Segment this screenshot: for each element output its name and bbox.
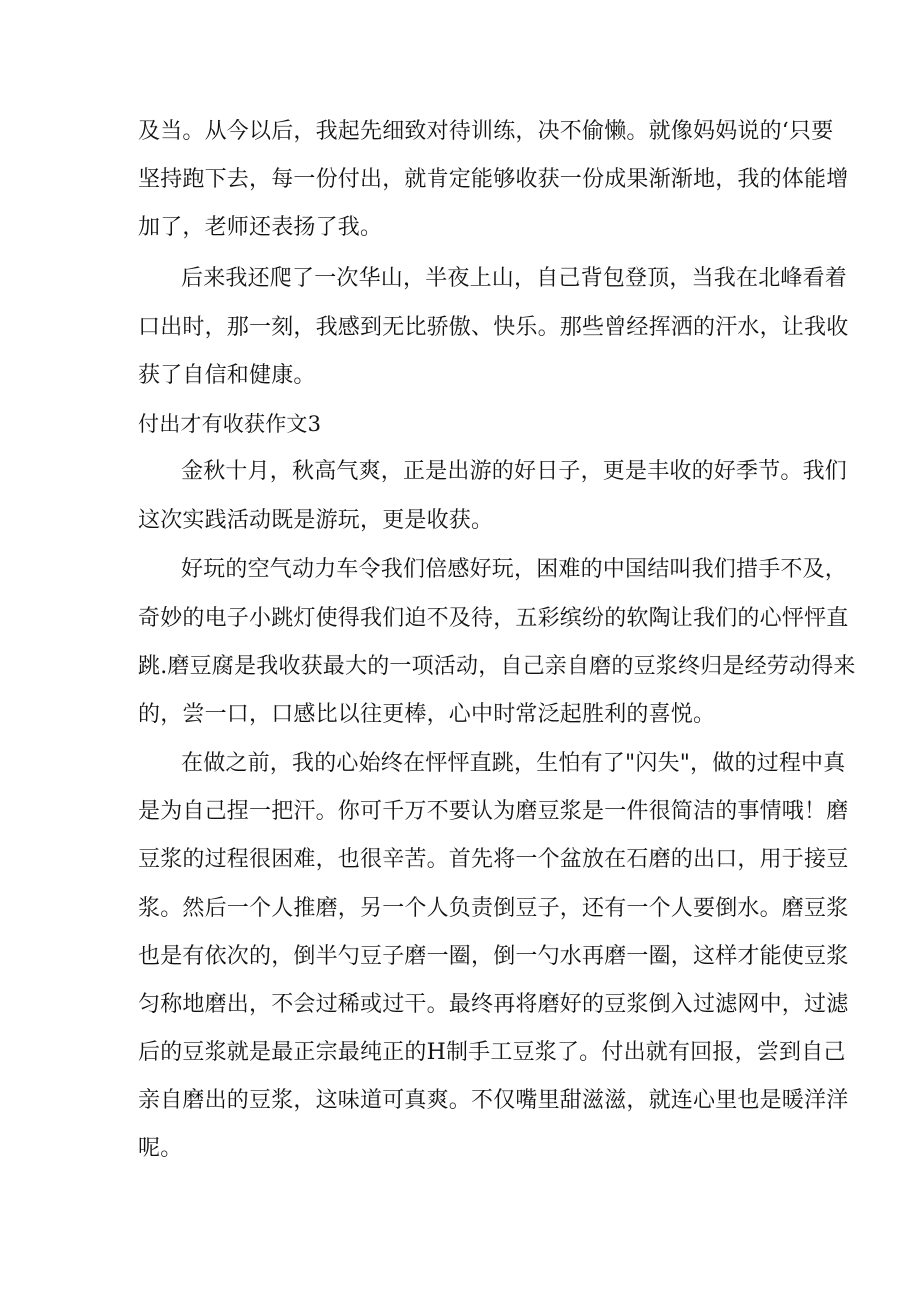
paragraph-1-line-2: 坚持跑下去，每一份付出，就肯定能够收获一份成果渐渐地，我的体能增 (138, 167, 849, 192)
paragraph-5-line-3: 豆浆的过程很困难，也很辛苦。首先将一个盆放在石磨的出口，用于接豆 (138, 847, 849, 872)
paragraph-3-line-1: 金秋十月，秋高气爽，正是出游的好日子，更是丰收的好季节。我们 (181, 459, 848, 484)
paragraph-4-line-2: 奇妙的电子小跳灯使得我们迫不及待，五彩缤纷的软陶让我们的心怦怦直 (138, 606, 849, 631)
paragraph-5-line-9: 呢。 (138, 1136, 183, 1161)
paragraph-2-line-1: 后来我还爬了一次华山，半夜上山，自己背包登顶，当我在北峰看着 (181, 266, 848, 291)
paragraph-5-line-2: 是为自己捏一把汗。你可千万不要认为磨豆浆是一件很简洁的事情哦！磨 (138, 799, 849, 824)
paragraph-5-line-6: 匀称地磨出，不会过稀或过干。最终再将磨好的豆浆倒入过滤网中，过滤 (138, 992, 849, 1017)
paragraph-5-line-4: 浆。然后一个人推磨，另一个人负责倒豆子，还有一个人要倒水。磨豆浆 (138, 896, 849, 921)
section-heading: 付出才有收获作文3 (138, 412, 322, 436)
paragraph-2-line-3: 获了自信和健康。 (138, 363, 316, 388)
paragraph-2-line-2: 口出时，那一刻，我感到无比骄傲、快乐。那些曾经挥洒的汗水，让我收 (138, 315, 849, 340)
paragraph-4-line-1: 好玩的空气动力车令我们倍感好玩，困难的中国结叫我们措手不及， (181, 557, 848, 582)
paragraph-4-line-3: 跳.磨豆腐是我收获最大的一项活动，自己亲自磨的豆浆终归是经劳动得来 (138, 654, 856, 679)
paragraph-5-line-5: 也是有依次的，倒半勺豆子磨一圈，倒一勺水再磨一圈，这样才能使豆浆 (138, 944, 849, 969)
paragraph-4-line-4: 的，尝一口，口感比以往更棒，心中时常泛起胜利的喜悦。 (138, 702, 716, 727)
paragraph-5-line-1: 在做之前，我的心始终在怦怦直跳，生怕有了"闪失"，做的过程中真 (181, 751, 846, 776)
paragraph-3-line-2: 这次实践活动既是游玩，更是收获。 (138, 508, 494, 533)
paragraph-1-line-3: 加了，老师还表扬了我。 (138, 215, 383, 240)
paragraph-5-line-8: 亲自磨出的豆浆，这味道可真爽。不仅嘴里甜滋滋，就连心里也是暖洋洋 (138, 1088, 849, 1113)
paragraph-1-line-1: 及当。从今以后，我起先细致对待训练，决不偷懒。就像妈妈说的‘只要 (138, 119, 834, 144)
paragraph-5-line-7: 后的豆浆就是最正宗最纯正的H制手工豆浆了。付出就有回报，尝到自己 (138, 1040, 846, 1065)
